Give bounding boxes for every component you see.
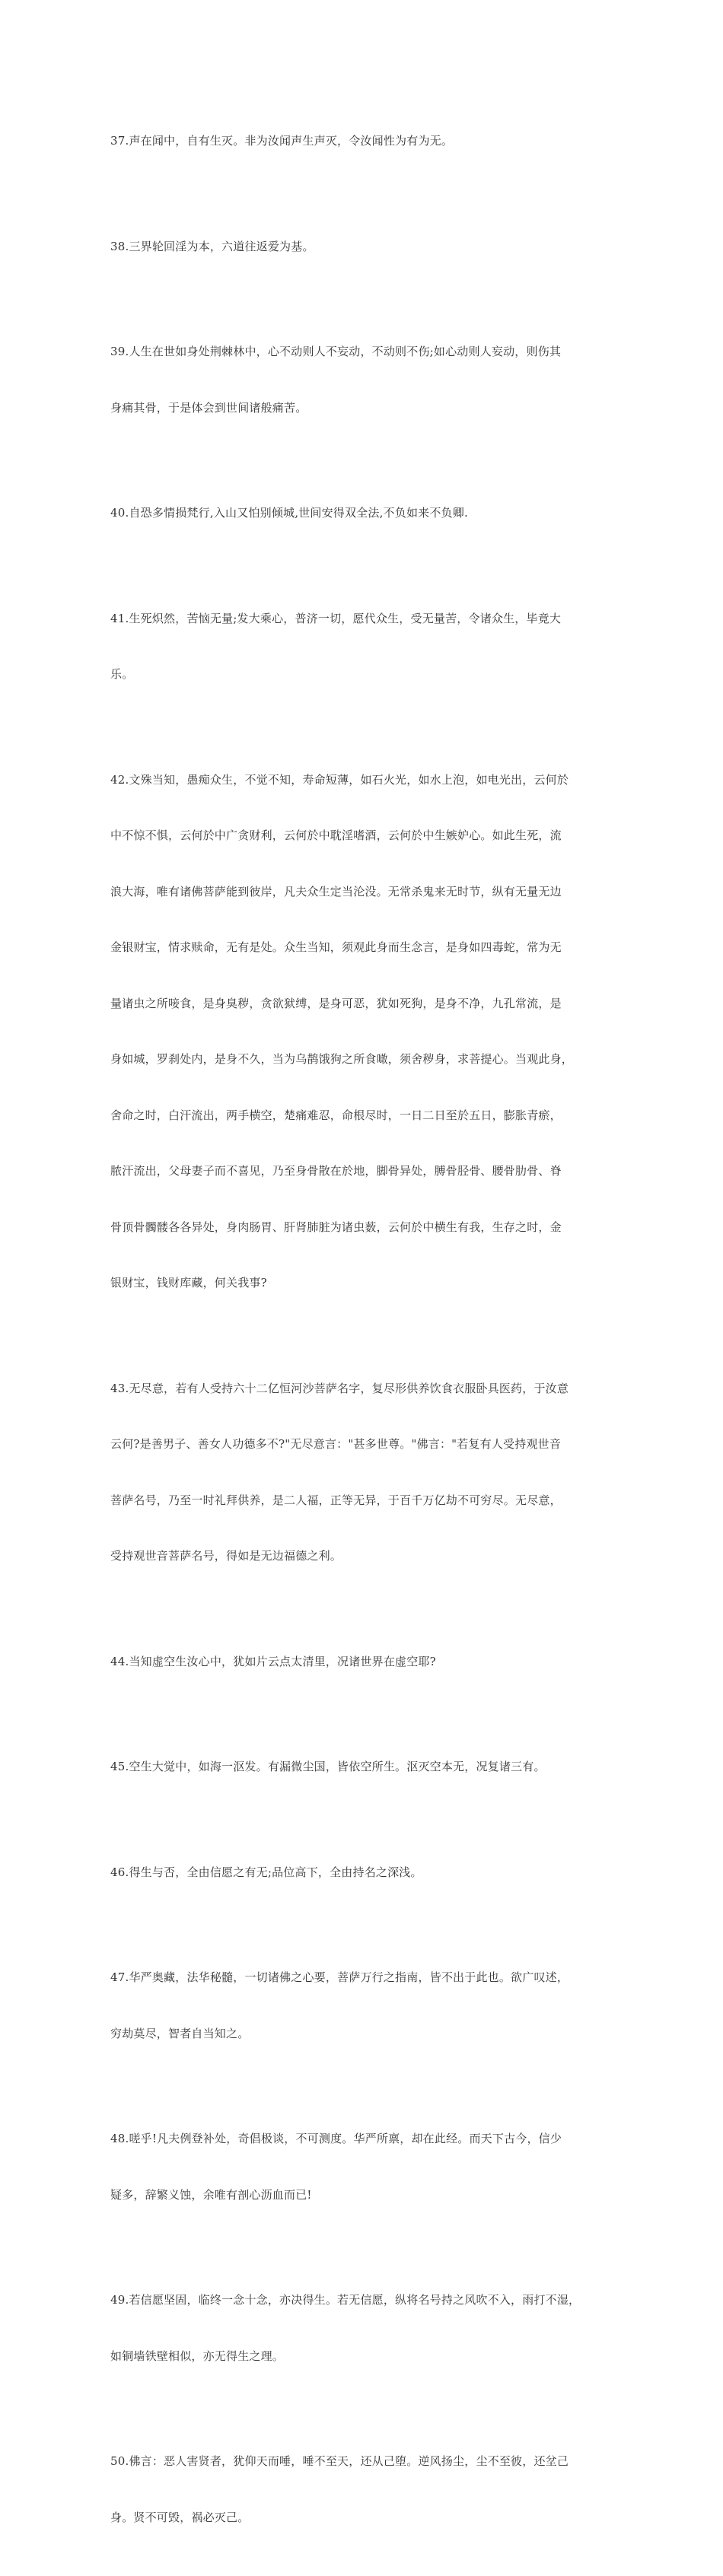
paragraph-line: 40.自恐多情损梵行,入山又怕别倾城,世间安得双全法,不负如来不负卿.	[110, 506, 468, 520]
paragraph-48	[110, 2092, 620, 2241]
paragraph-line: 量诸虫之所唼食，是身臭秽，贪欲狱缚，是身可恶，犹如死狗，是身不净，九孔常流，是	[110, 996, 562, 1010]
paragraph-line: 身如城，罗刹处内，是身不久，当为乌鹊饿狗之所食噉，须舍秽身，求菩提心。当观此身，	[110, 1052, 574, 1066]
paragraph-line: 中不惊不惧，云何於中广贪财利，云何於中耽淫嗜酒，云何於中生嫉妒心。如此生死，流	[110, 828, 562, 842]
paragraph-line: 37.声在闻中，自有生灭。非为汝闻声生声灭，令汝闻性为有为无。	[110, 134, 454, 148]
paragraph-line: 41.生死炽然，苦恼无量;发大乘心，普济一切，愿代众生，受无量苦，令诸众生，毕竟大	[110, 611, 562, 625]
paragraph-line: 如铜墙铁壁相似，亦无得生之理。	[110, 2349, 285, 2363]
paragraph-line: 浪大海，唯有诸佛菩萨能到彼岸，凡夫众生定当沦没。无常杀鬼来无时节，纵有无量无边	[110, 884, 562, 898]
paragraph-50	[110, 2415, 620, 2564]
paragraph-line: 39.人生在世如身处荆棘林中，心不动则人不妄动，不动则不伤;如心动则人妄动，则伤其	[110, 345, 562, 358]
paragraph-41	[110, 572, 620, 721]
paragraph-line: 银财宝，钱财库藏，何关我事?	[110, 1276, 267, 1290]
paragraph-line: 云何?是善男子、善女人功德多不?"无尽意言："甚多世尊。"佛言："若复有人受持观世音	[110, 1437, 562, 1451]
paragraph-line: 金银财宝，情求赎命，无有是处。众生当知，须观此身而生念言，是身如四毒蛇，常为无	[110, 940, 562, 954]
document-body	[110, 94, 620, 2576]
paragraph-line: 43.无尽意，若有人受持六十二亿恒河沙菩萨名字，复尽形供养饮食衣服卧具医药，于汝意	[110, 1381, 569, 1395]
paragraph-45	[110, 1720, 620, 1814]
paragraph-line: 45.空生大觉中，如海一沤发。有漏微尘国，皆依空所生。沤灭空本无，况复诸三有。	[110, 1760, 546, 1773]
paragraph-line: 菩萨名号，乃至一时礼拜供养，是二人福，正等无异，于百千万亿劫不可穷尽。无尽意，	[110, 1493, 562, 1507]
paragraph-line: 乐。	[110, 667, 134, 681]
paragraph-line: 38.三界轮回淫为本，六道往返爱为基。	[110, 239, 314, 253]
paragraph-line: 46.得生与否，全由信愿之有无;品位高下，全由持名之深浅。	[110, 1865, 422, 1879]
paragraph-line: 48.嗟乎!凡夫例登补处，奇倡极谈，不可测度。华严所禀，却在此经。而天下古今，信少	[110, 2132, 562, 2145]
paragraph-47	[110, 1931, 620, 2080]
paragraph-line: 47.华严奥藏，法华秘髓，一切诸佛之心要，菩萨万行之指南，皆不出于此也。欲广叹述，	[110, 1970, 569, 1984]
paragraph-44	[110, 1615, 620, 1709]
paragraph-line: 49.若信愿坚固，临终一念十念，亦决得生。若无信愿，纵将名号持之风吹不入，雨打不湿，	[110, 2293, 581, 2307]
paragraph-42	[110, 733, 620, 1330]
paragraph-43	[110, 1342, 620, 1603]
paragraph-line: 身。贤不可毁，祸必灭己。	[110, 2510, 250, 2524]
paragraph-49	[110, 2253, 620, 2403]
paragraph-line: 舍命之时，白汗流出，两手横空，楚痛难忍，命根尽时，一日二日至於五日，膨胀青瘀，	[110, 1108, 562, 1122]
paragraph-39	[110, 305, 620, 454]
paragraph-46	[110, 1826, 620, 1919]
paragraph-37	[110, 94, 620, 188]
paragraph-line: 疑多，辞繁义蚀，余唯有剖心沥血而已!	[110, 2187, 312, 2202]
paragraph-38	[110, 200, 620, 294]
paragraph-line: 身痛其骨，于是体会到世间诸般痛苦。	[110, 400, 307, 415]
paragraph-line: 42.文殊当知，愚痴众生，不觉不知，寿命短薄，如石火光，如水上泡，如电光出，云何於	[110, 772, 569, 787]
paragraph-line: 骨顶骨髑髅各各异处，身肉肠胃、肝肾肺脏为诸虫薮，云何於中横生有我，生存之时，金	[110, 1220, 562, 1234]
paragraph-line: 穷劫莫尽，智者自当知之。	[110, 2026, 250, 2040]
paragraph-line: 脓汗流出，父母妻子而不喜见，乃至身骨散在於地，脚骨异处，膊骨胫骨、腰骨肋骨、脊	[110, 1164, 562, 1178]
paragraph-line: 50.佛言：恶人害贤者，犹仰天而唾，唾不至天，还从己堕。逆风扬尘，尘不至彼，还坌己	[110, 2454, 569, 2468]
paragraph-line: 受持观世音菩萨名号，得如是无边福德之利。	[110, 1549, 342, 1563]
paragraph-40	[110, 466, 620, 560]
paragraph-line: 44.当知虚空生汝心中，犹如片云点太清里，况诸世界在虚空耶?	[110, 1654, 436, 1668]
